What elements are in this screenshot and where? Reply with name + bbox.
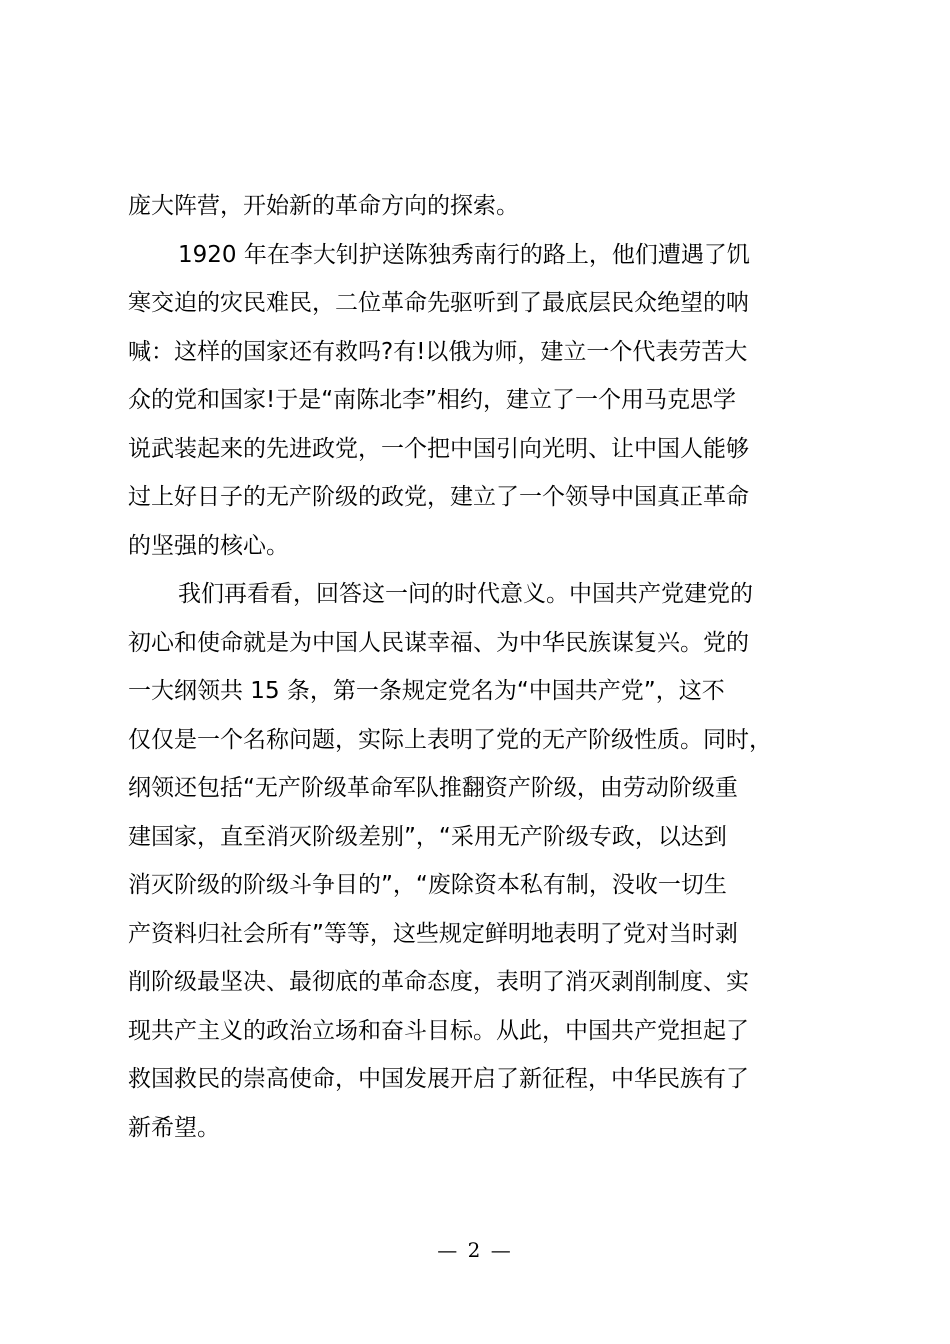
text-line: 产资料归社会所有”等等，这些规定鲜明地表明了党对当时剥: [128, 920, 738, 947]
text-line: 救国救民的崇高使命，中国发展开启了新征程，中华民族有了: [128, 1066, 749, 1092]
text-line: 过上好日子的无产阶级的政党，建立了一个领导中国真正革命: [128, 484, 749, 510]
text-line: 纲领还包括“无产阶级革命军队推翻资产阶级，由劳动阶级重: [128, 775, 738, 801]
text-line: 1920 年在李大钊护送陈独秀南行的路上，他们遭遇了饥: [178, 241, 750, 268]
text-line: 我们再看看，回答这一问的时代意义。中国共产党建党的: [178, 581, 753, 607]
text-line: 寒交迫的灾民难民，二位革命先驱听到了最底层民众绝望的呐: [128, 290, 749, 316]
text-line: 一大纲领共 15 条，第一条规定党名为“中国共产党”，这不: [128, 678, 725, 704]
text-line: 新希望。: [128, 1114, 220, 1141]
text-line: 庞大阵营，开始新的革命方向的探索。: [128, 193, 519, 219]
text-line: 建国家，直至消灭阶级差别”，“采用无产阶级专政，以达到: [128, 823, 727, 850]
text-line: 仅仅是一个名称问题，实际上表明了党的无产阶级性质。同时，: [128, 726, 772, 753]
text-line: 的坚强的核心。: [128, 532, 289, 559]
text-line: 喊：这样的国家还有救吗?有!以俄为师，建立一个代表劳苦大: [128, 338, 748, 365]
page-number: — 2 —: [437, 1238, 513, 1262]
text-line: 众的党和国家!于是“南陈北李”相约，建立了一个用马克思学: [128, 387, 737, 413]
body-text: [128, 182, 838, 1152]
text-line: 削阶级最坚决、最彻底的革命态度，表明了消灭剥削制度、实: [128, 969, 749, 995]
text-line: 说武装起来的先进政党，一个把中国引向光明、让中国人能够: [128, 435, 749, 462]
text-line: 消灭阶级的阶级斗争目的”，“废除资本私有制，没收一切生: [128, 872, 727, 898]
text-line: 现共产主义的政治立场和奋斗目标。从此，中国共产党担起了: [128, 1017, 749, 1044]
text-line: 初心和使命就是为中国人民谋幸福、为中华民族谋复兴。党的: [128, 629, 749, 656]
